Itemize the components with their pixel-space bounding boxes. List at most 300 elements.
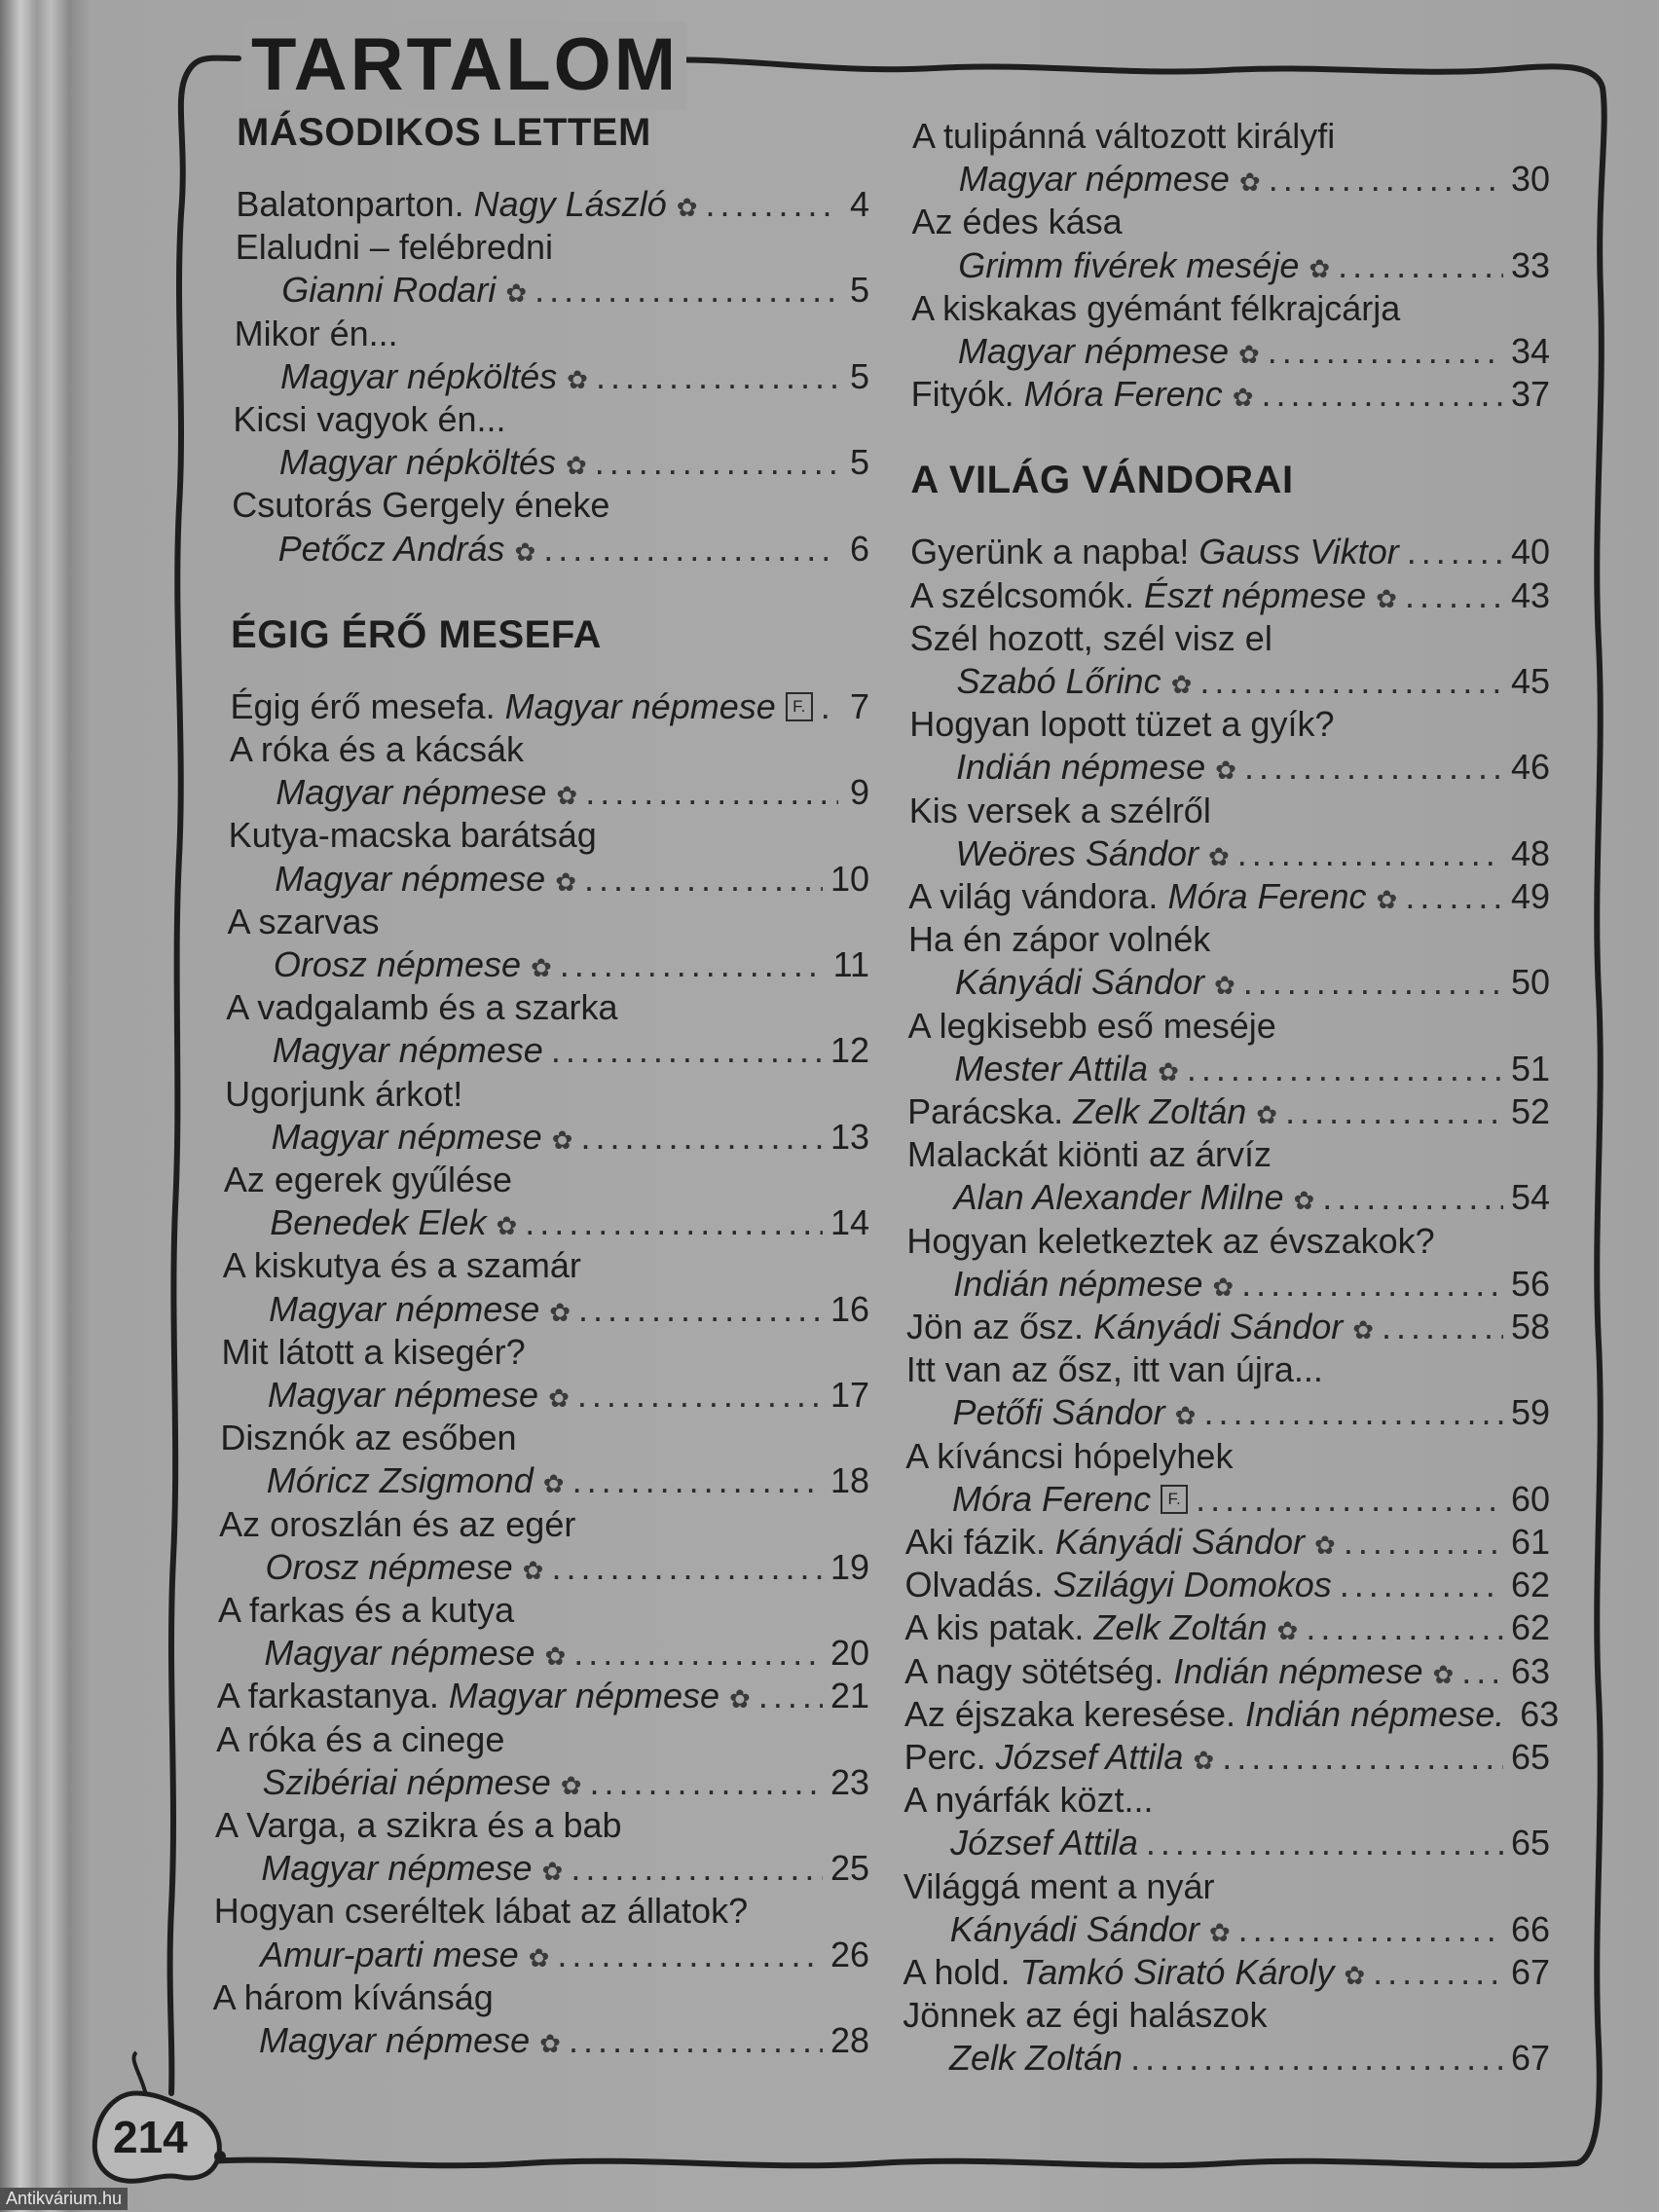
- entry-author: Grimm fivérek meséje: [958, 244, 1300, 285]
- dot-leader: [1203, 1391, 1503, 1434]
- entry-label: [279, 441, 556, 484]
- toc-entry: [214, 1890, 869, 1933]
- dot-leader: [595, 441, 838, 484]
- page-ref: 5: [849, 442, 869, 483]
- dot-leader: [596, 355, 838, 398]
- page-ref: 18: [830, 1460, 869, 1501]
- entry-label: [949, 2037, 1123, 2080]
- page-ref: 48: [1510, 832, 1550, 873]
- toc-entry: [233, 398, 869, 441]
- entry-title: Mit látott a kisegér?: [221, 1331, 526, 1372]
- star-icon: ✿: [1432, 1659, 1455, 1689]
- dot-leader: [1262, 373, 1503, 416]
- dot-leader: [1238, 1908, 1503, 1951]
- entry-author: Petőcz András: [277, 528, 505, 569]
- dot-leader: [557, 1934, 823, 1976]
- toc-entry-author-line: [276, 771, 869, 817]
- entry-label: [230, 685, 775, 728]
- toc-entry-author-line: [279, 441, 869, 487]
- toc-entry: [912, 201, 1550, 243]
- entry-author: Zelk Zoltán: [949, 2038, 1124, 2079]
- dot-leader: [1199, 660, 1503, 703]
- entry-label: [956, 832, 1198, 875]
- entry-title: A nagy sötétség.: [904, 1650, 1164, 1691]
- dot-leader: [1269, 158, 1503, 201]
- dot-leader: [525, 1201, 823, 1244]
- entry-author: Indián népmese: [953, 1263, 1203, 1304]
- dot-leader: [1461, 1650, 1503, 1693]
- entry-title: A világ vándora.: [908, 876, 1159, 916]
- toc-entry: [910, 574, 1550, 620]
- star-icon: ✿: [541, 1857, 564, 1887]
- toc-entry: [903, 1865, 1550, 1908]
- star-icon: ✿: [676, 193, 698, 222]
- toc-entry-author-line: [950, 1908, 1550, 1954]
- toc-entry: [217, 1675, 869, 1720]
- entry-label: [263, 1761, 551, 1804]
- page-ref: 20: [830, 1633, 869, 1674]
- entry-title: A Varga, a szikra és a bab: [214, 1805, 622, 1845]
- toc-entry-author-line: [266, 1546, 869, 1592]
- entry-title: A három kívánság: [212, 1976, 494, 2017]
- toc-entry: [905, 1564, 1550, 1606]
- toc-entry: [908, 918, 1550, 961]
- entry-title: Jönnek az égi halászok: [903, 1995, 1268, 2036]
- dot-leader: [1338, 244, 1503, 287]
- entry-label: [959, 158, 1230, 201]
- page-ref: 14: [830, 1202, 869, 1243]
- toc-entry-author-line: [955, 961, 1550, 1007]
- dot-leader: [560, 943, 826, 986]
- toc-entry-author-line: [956, 832, 1550, 878]
- entry-title: A róka és a kácsák: [229, 729, 524, 769]
- entry-label: [956, 746, 1205, 789]
- entry-author: Alan Alexander Milne: [953, 1177, 1284, 1218]
- entry-title: A farkastanya.: [216, 1676, 439, 1716]
- page-ref: 51: [1510, 1048, 1550, 1088]
- star-icon: ✿: [1238, 167, 1261, 198]
- star-icon: ✿: [522, 1555, 544, 1585]
- star-icon: ✿: [1344, 1961, 1366, 1990]
- page-ref: 40: [1510, 532, 1550, 572]
- entry-label: [953, 1263, 1202, 1306]
- entry-author: Kányádi Sándor: [949, 1908, 1199, 1949]
- page-ref: 26: [830, 1934, 869, 1974]
- toc-entry-author-line: [958, 330, 1550, 376]
- page-ref: 4: [849, 184, 869, 224]
- entry-label: [904, 1650, 1422, 1693]
- entry-author: Gauss Viktor: [1198, 532, 1399, 572]
- star-icon: ✿: [539, 2029, 561, 2058]
- toc-entry: [910, 617, 1550, 660]
- entry-label: [952, 1478, 1151, 1521]
- star-icon: ✿: [1256, 1100, 1278, 1129]
- entry-title: Mikor én...: [234, 313, 398, 353]
- entry-label: [954, 1176, 1284, 1219]
- entry-title: Szél hozott, szél visz el: [909, 617, 1272, 658]
- star-icon: ✿: [549, 1297, 571, 1327]
- dot-leader: [573, 1632, 823, 1675]
- dot-leader: [1373, 1951, 1503, 1994]
- entry-label: [281, 269, 496, 312]
- page-ref: 11: [832, 944, 869, 984]
- toc-title: TARTALOM: [243, 21, 686, 109]
- dot-leader: [1405, 875, 1503, 918]
- toc-entry-author-line: [956, 746, 1550, 792]
- toc-entry-author-line: [274, 943, 869, 989]
- star-icon: ✿: [1276, 1616, 1299, 1646]
- toc-entry: [903, 1994, 1550, 2037]
- entry-author: Magyar népmese: [264, 1633, 535, 1674]
- entry-title: Égig érő mesefa.: [230, 685, 496, 726]
- page-ref: 65: [1510, 1823, 1550, 1863]
- section-heading: A VILÁG VÁNDORAI: [910, 459, 1294, 502]
- page-ref: 43: [1510, 574, 1550, 615]
- toc-entry-author-line: [281, 269, 869, 314]
- toc-entry-author-line: [952, 1391, 1550, 1437]
- dot-leader: [1407, 531, 1503, 573]
- page-ref: 59: [1510, 1392, 1550, 1433]
- entry-title: Aki fázik.: [904, 1522, 1046, 1562]
- toc-entry: [904, 1606, 1550, 1652]
- entry-author: Indián népmese: [1173, 1650, 1423, 1691]
- entry-title: A kiskakas gyémánt félkrajcárja: [911, 287, 1401, 328]
- page-ref: 65: [1510, 1737, 1550, 1777]
- toc-entry: [909, 790, 1550, 832]
- dot-leader: [1382, 1306, 1503, 1348]
- toc-entry: [904, 1736, 1550, 1782]
- entry-label: [904, 1606, 1267, 1649]
- entry-title: Malackát kiönti az árvíz: [906, 1134, 1272, 1175]
- entry-author: Szilágyi Domokos: [1052, 1565, 1332, 1605]
- toc-entry-author-line: [263, 1761, 869, 1807]
- entry-author: Magyar népköltés: [278, 442, 556, 483]
- toc-entry-author-line: [958, 244, 1550, 290]
- page-number: 214: [113, 2112, 188, 2162]
- toc-entry: [230, 728, 869, 771]
- star-icon: ✿: [528, 1942, 550, 1972]
- toc-entry-author-line: [949, 2037, 1550, 2080]
- toc-entry: [908, 1005, 1550, 1048]
- entry-label: [954, 1048, 1148, 1090]
- toc-entry: [223, 1244, 869, 1287]
- dot-leader: [569, 2019, 823, 2062]
- entry-title: Hogyan lopott tüzet a gyík?: [909, 704, 1335, 745]
- page-ref: 6: [849, 528, 869, 569]
- f-box-icon: F.: [1161, 1485, 1188, 1514]
- page-ref: 60: [1510, 1478, 1550, 1519]
- entry-label: [260, 1934, 518, 1976]
- dot-leader: [1243, 961, 1503, 1004]
- toc-entry: [911, 287, 1550, 330]
- dot-leader: [590, 1761, 823, 1804]
- page-ref: 16: [830, 1288, 869, 1329]
- entry-title: A kiskutya és a szamár: [222, 1245, 581, 1286]
- entry-label: [904, 1736, 1184, 1779]
- entry-author: Benedek Elek: [270, 1202, 487, 1243]
- entry-author: Weöres Sándor: [955, 832, 1198, 873]
- entry-title: A szélcsomók.: [909, 574, 1134, 615]
- star-icon: ✿: [567, 364, 588, 394]
- entry-author: Magyar népmese: [958, 159, 1230, 200]
- page-ref: 21: [830, 1676, 869, 1716]
- toc-entry: [226, 986, 869, 1029]
- page-ref: 5: [849, 355, 869, 396]
- entry-title: Az édes kása: [911, 202, 1123, 242]
- page-ref: 66: [1510, 1908, 1550, 1949]
- entry-label: [266, 1546, 513, 1589]
- entry-label: [261, 1847, 532, 1890]
- entry-author: Magyar népmese: [259, 2020, 531, 2060]
- page-ref: 45: [1510, 661, 1550, 701]
- entry-label: [268, 1374, 538, 1417]
- entry-author: Móra Ferenc: [1167, 876, 1367, 916]
- entry-label: [272, 1116, 542, 1159]
- toc-entry-author-line: [270, 1201, 869, 1247]
- toc-entry-author-line: [259, 2019, 869, 2065]
- entry-label: [950, 1908, 1199, 1951]
- star-icon: ✿: [1215, 756, 1236, 786]
- entry-label: [956, 660, 1161, 703]
- toc-entry: [227, 901, 869, 943]
- dot-leader: [1405, 574, 1503, 617]
- entry-author: Zelk Zoltán: [1073, 1091, 1247, 1131]
- entry-author: Orosz népmese: [265, 1546, 513, 1587]
- page-ref: 54: [1510, 1177, 1550, 1218]
- entry-title: Disznók az esőben: [220, 1418, 517, 1458]
- star-icon: ✿: [1293, 1186, 1315, 1216]
- toc-entry: [910, 531, 1550, 573]
- toc-entry: [907, 1133, 1550, 1176]
- page-ref: 67: [1510, 1952, 1550, 1992]
- toc-entry-author-line: [272, 1116, 870, 1161]
- entry-label: [217, 1675, 719, 1717]
- dot-leader: [758, 1675, 823, 1717]
- star-icon: ✿: [544, 1641, 567, 1672]
- entry-author: Gianni Rodari: [281, 270, 497, 311]
- page-ref: 62: [1510, 1607, 1550, 1648]
- entry-title: Fityók.: [910, 374, 1014, 415]
- star-icon: ✿: [1170, 670, 1193, 699]
- entry-label: [958, 330, 1229, 373]
- toc-entry: [906, 1348, 1550, 1391]
- entry-label: [952, 1391, 1164, 1434]
- toc-entry-author-line: [261, 1847, 869, 1893]
- entry-label: [955, 961, 1204, 1004]
- entry-author: Magyar népmese: [261, 1848, 533, 1889]
- dot-leader: [578, 1288, 823, 1331]
- dot-leader: [1306, 1606, 1503, 1649]
- dot-leader: [543, 528, 838, 571]
- entry-title: Jön az ősz.: [905, 1307, 1085, 1346]
- toc-entry-author-line: [280, 355, 869, 401]
- star-icon: ✿: [1309, 253, 1331, 283]
- toc-entry-author-line: [275, 858, 869, 903]
- dot-leader: [1196, 1478, 1503, 1521]
- entry-title: A legkisebb eső meséje: [907, 1005, 1276, 1046]
- star-icon: ✿: [1208, 1917, 1231, 1947]
- entry-author: József Attila: [950, 1823, 1138, 1863]
- entry-label: [911, 373, 1223, 416]
- toc-entry-author-line: [950, 1822, 1550, 1864]
- star-icon: ✿: [496, 1211, 518, 1241]
- entry-title: Hogyan keletkeztek az évszakok?: [906, 1220, 1435, 1261]
- star-icon: ✿: [1207, 841, 1230, 871]
- star-icon: ✿: [565, 451, 587, 481]
- toc-entry-author-line: [956, 660, 1550, 706]
- toc-entry-author-line: [269, 1288, 869, 1334]
- entry-title: Gyerünk a napba!: [910, 532, 1190, 572]
- entry-label: [905, 1521, 1305, 1564]
- toc-entry: [216, 1718, 869, 1761]
- toc-entry: [906, 1306, 1550, 1351]
- toc-entry: [903, 1951, 1550, 1997]
- page-ref: 46: [1510, 747, 1550, 788]
- toc-entry: [236, 183, 869, 229]
- entry-author: Magyar népmese: [276, 772, 547, 813]
- entry-label: [274, 943, 521, 986]
- toc-entry: [219, 1503, 869, 1546]
- page-ref: 63: [1520, 1693, 1560, 1734]
- dot-leader: [1130, 2037, 1503, 2080]
- toc-entry: [905, 1435, 1550, 1478]
- entry-label: [273, 1029, 543, 1072]
- dot-leader: [1187, 1048, 1503, 1090]
- toc-entry: [912, 115, 1550, 158]
- star-icon: ✿: [1237, 340, 1260, 369]
- entry-label: [910, 574, 1366, 617]
- toc-entry-author-line: [954, 1048, 1550, 1093]
- star-icon: ✿: [1376, 583, 1397, 613]
- dot-leader: [1222, 1736, 1503, 1779]
- entry-author: Móra Ferenc: [952, 1478, 1152, 1519]
- page-ref: 56: [1510, 1263, 1550, 1304]
- entry-author: Magyar népmese: [271, 1116, 542, 1157]
- toc-entry: [232, 484, 869, 527]
- entry-label: [259, 2019, 530, 2062]
- star-icon: ✿: [1193, 1746, 1215, 1775]
- entry-label: [905, 1564, 1332, 1606]
- entry-title: A vadgalamb és a szarka: [226, 987, 618, 1028]
- toc-entry-author-line: [273, 1029, 869, 1072]
- toc-entry: [236, 226, 869, 269]
- entry-author: Szibériai népmese: [262, 1761, 551, 1802]
- toc-entry: [911, 373, 1550, 419]
- star-icon: ✿: [514, 536, 536, 567]
- entry-title: A kíváncsi hópelyhek: [905, 1435, 1234, 1476]
- entry-title: Az egerek gyűlése: [223, 1160, 513, 1199]
- dot-leader: [1285, 1090, 1503, 1133]
- page-ref: 9: [849, 772, 869, 813]
- star-icon: ✿: [1314, 1530, 1336, 1560]
- toc-entry: [903, 1779, 1550, 1822]
- entry-author: Orosz népmese: [273, 944, 521, 984]
- star-icon: ✿: [1212, 1272, 1235, 1302]
- star-icon: ✿: [1232, 383, 1254, 413]
- entry-author: Kányádi Sándor: [954, 962, 1204, 1003]
- star-icon: ✿: [530, 953, 552, 982]
- toc-entry-author-line: [952, 1478, 1550, 1521]
- entry-author: Tamkó Sirató Károly: [1019, 1952, 1335, 1992]
- entry-label: [236, 183, 666, 226]
- page-ref: 58: [1510, 1307, 1550, 1346]
- entry-label: [269, 1288, 539, 1331]
- entry-title: Hogyan cseréltek lábat az állatok?: [213, 1891, 749, 1932]
- star-icon: ✿: [1158, 1056, 1179, 1087]
- page-ref: 52: [1510, 1091, 1550, 1131]
- star-icon: ✿: [548, 1383, 570, 1413]
- entry-title: Kicsi vagyok én...: [233, 399, 506, 439]
- star-icon: ✿: [551, 1124, 573, 1155]
- entry-title: Elaludni – felébredni: [235, 227, 554, 268]
- entry-label: [903, 1951, 1334, 1994]
- entry-title: A farkas és a kutya: [217, 1590, 515, 1630]
- dot-leader: [706, 183, 838, 226]
- page-ref: 33: [1510, 244, 1550, 285]
- page-ref: 67: [1510, 2038, 1550, 2079]
- entry-title: A szarvas: [227, 901, 380, 941]
- dot-leader: [551, 1546, 822, 1589]
- entry-author: Magyar népmese: [957, 331, 1229, 371]
- entry-author: Zelk Zoltán: [1093, 1607, 1268, 1648]
- dot-leader: [571, 1847, 823, 1890]
- star-icon: ✿: [1214, 971, 1235, 1001]
- entry-author: Móra Ferenc: [1023, 374, 1223, 415]
- toc-entry: [224, 1159, 869, 1201]
- page-ref: 17: [830, 1375, 869, 1415]
- entry-author: Magyar népmese: [269, 1288, 540, 1329]
- page-ref: 62: [1510, 1565, 1550, 1605]
- toc-entry: [906, 1220, 1550, 1263]
- page-ref: 13: [830, 1116, 869, 1157]
- dot-leader: [1322, 1176, 1503, 1219]
- toc-entry-author-line: [959, 158, 1550, 203]
- f-box-icon: F.: [786, 692, 813, 721]
- page-ref: 49: [1510, 876, 1550, 916]
- section-heading: ÉGIG ÉRŐ MESEFA: [231, 612, 602, 656]
- entry-author: Magyar népmese: [504, 685, 776, 726]
- toc-entry: [908, 875, 1550, 921]
- toc-entry: [903, 1693, 1560, 1736]
- entry-label: [276, 771, 546, 814]
- toc-entry: [230, 685, 869, 728]
- entry-title: A hold.: [903, 1952, 1011, 1992]
- dot-leader: [551, 1029, 823, 1072]
- entry-title: Parácska.: [907, 1091, 1064, 1131]
- entry-author: József Attila: [995, 1737, 1184, 1777]
- dot-leader: [1268, 330, 1503, 373]
- dot-leader: [821, 685, 838, 728]
- entry-author: Nagy László: [473, 184, 667, 224]
- entry-title: Balatonparton.: [236, 184, 464, 224]
- star-icon: ✿: [560, 1770, 582, 1800]
- toc-entry-author-line: [278, 528, 869, 573]
- entry-title: Olvadás.: [904, 1565, 1044, 1605]
- star-icon: ✿: [1376, 885, 1398, 914]
- entry-label: [264, 1632, 535, 1675]
- page-ref: 12: [830, 1030, 869, 1071]
- dot-leader: [1146, 1822, 1503, 1864]
- page-ref: 5: [849, 270, 869, 311]
- entry-label: [278, 528, 505, 571]
- dot-leader: [1344, 1521, 1503, 1564]
- page-ref: 7: [849, 685, 869, 726]
- toc-entry: [222, 1331, 869, 1374]
- entry-title: A róka és a cinege: [216, 1718, 505, 1759]
- entry-label: [910, 531, 1399, 573]
- toc-entry: [229, 814, 869, 857]
- toc-entry: [907, 1090, 1550, 1136]
